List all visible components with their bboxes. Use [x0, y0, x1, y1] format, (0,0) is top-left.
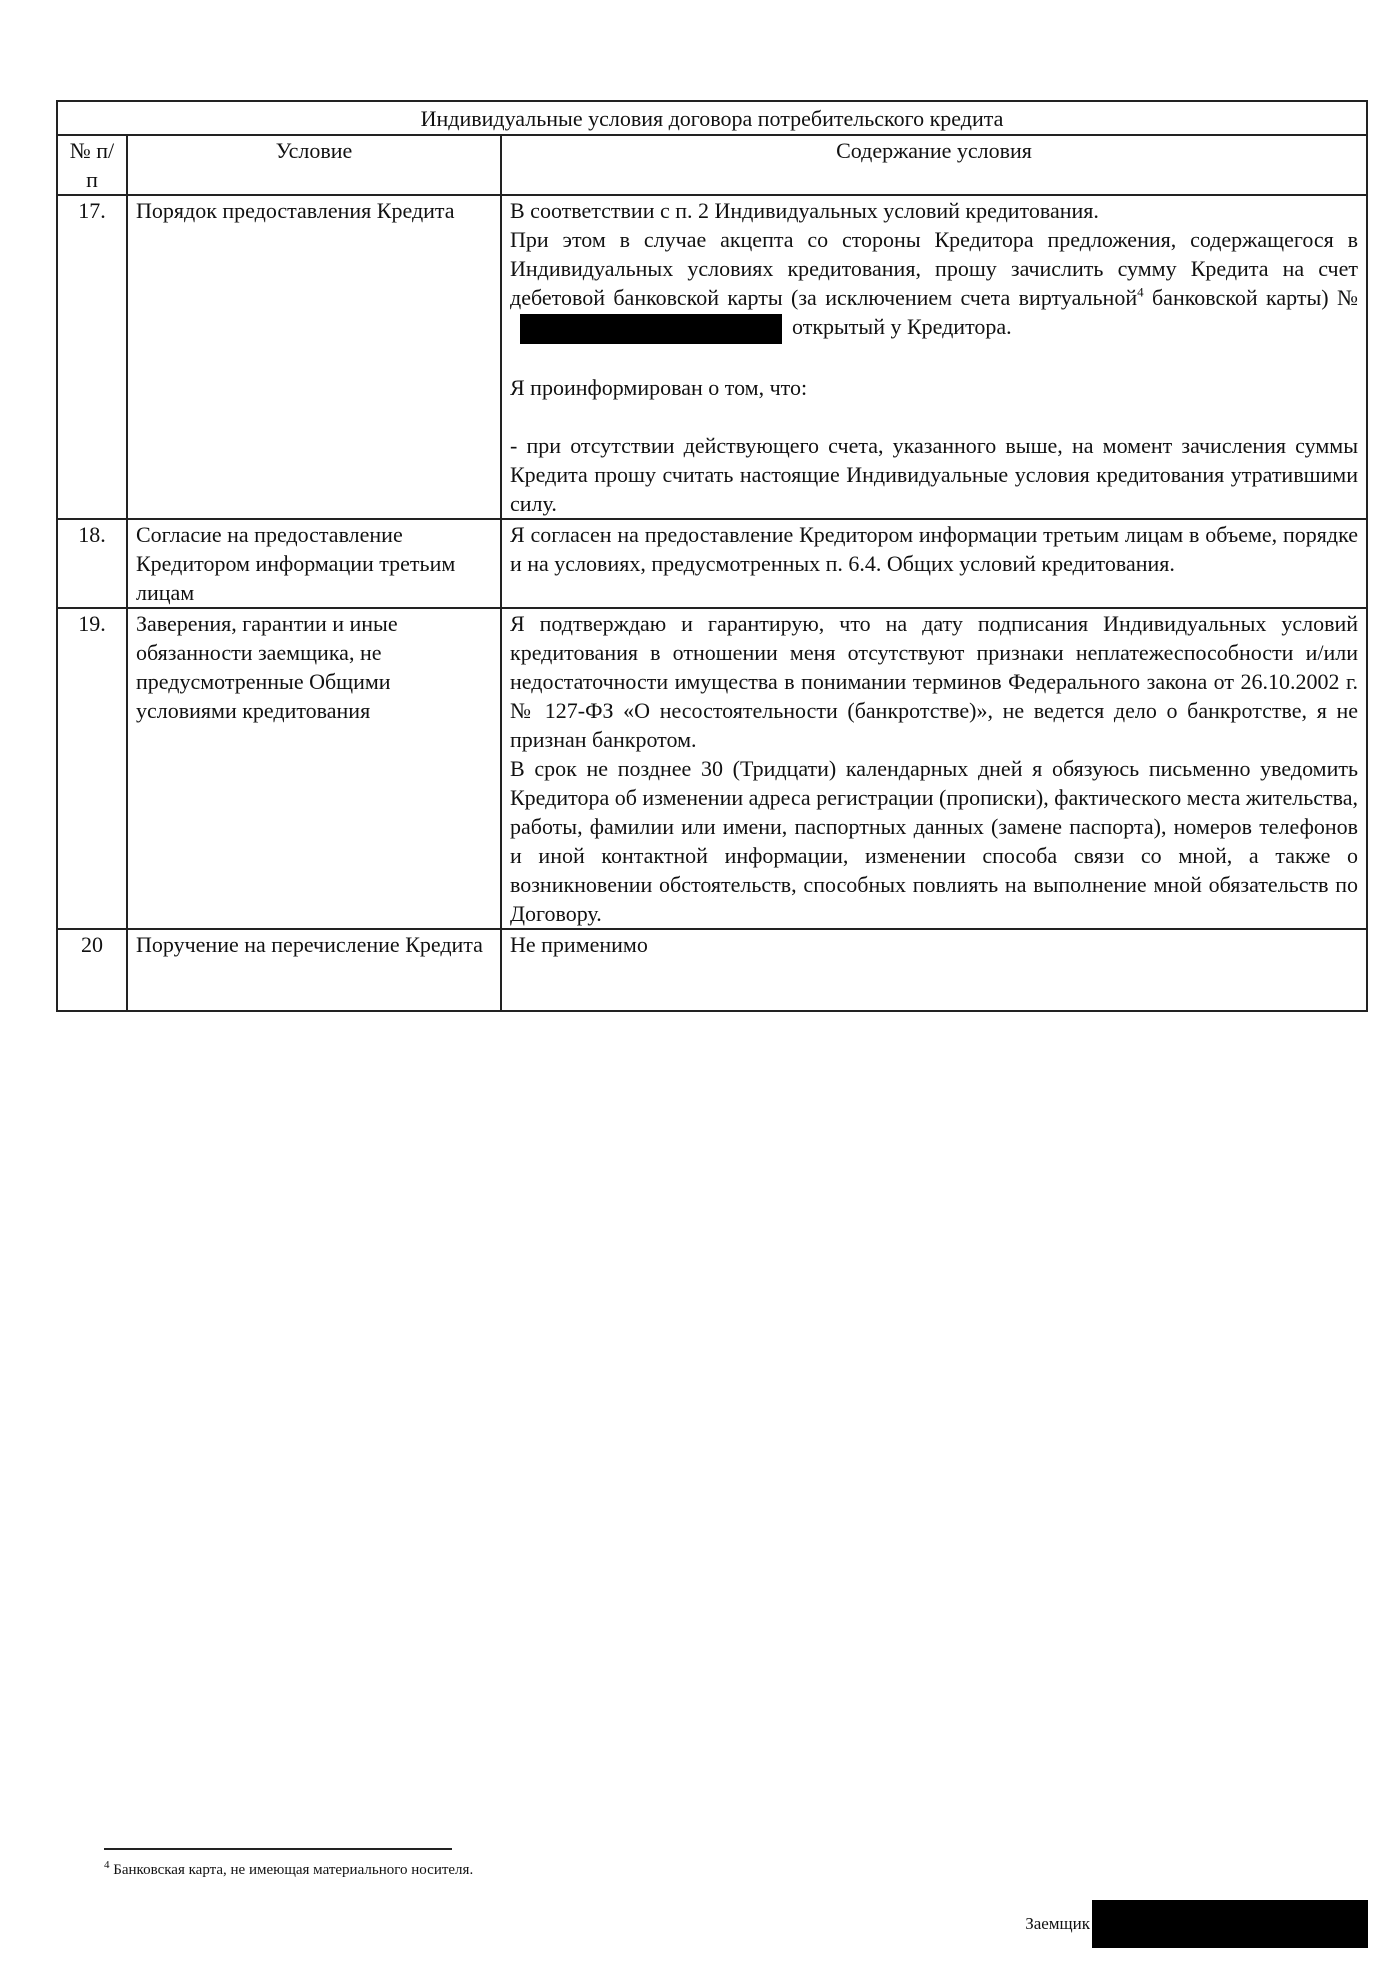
content-text: При этом в случае акцепта со стороны Кредитора предложения, содержащегося в Индивидуальных условиях кредитования, прошу зачислить сумму Кредита на счет дебетовой банковской карты (за исключением счета виртуальной [510, 227, 1358, 310]
row-num: 19. [57, 608, 127, 929]
header-condition: Условие [127, 135, 501, 195]
redacted-signature [1092, 1900, 1368, 1948]
content-paragraph: В соответствии с п. 2 Индивидуальных условий кредитования. [510, 198, 1099, 223]
content-text: банковской карты) № [1143, 285, 1358, 310]
content-paragraph: Я проинформирован о том, что: [510, 374, 808, 400]
table-row [57, 519, 1367, 608]
content-paragraph [510, 225, 1358, 344]
table-caption-row [57, 101, 1367, 135]
table-row [57, 929, 1367, 1011]
content-text: открытый у Кредитора. [792, 314, 1012, 339]
row-condition: Поручение на перечисление Кредита [127, 929, 501, 1011]
row-content [501, 929, 1367, 1011]
header-num: № п/п [57, 135, 127, 195]
content-paragraph: - при отсутствии действующего счета, указанного выше, на момент зачисления суммы Кредита прошу считать настоящие Индивидуальные условия кредитования утратившими силу. [510, 432, 1358, 516]
row-num: 18. [57, 519, 127, 608]
row-condition: Согласие на предоставление Кредитором информации третьим лицам [127, 519, 501, 608]
footnote [104, 1859, 474, 1879]
row-condition: Порядок предоставления Кредита [127, 195, 501, 519]
row-content [501, 519, 1367, 608]
content-paragraph: Я подтверждаю и гарантирую, что на дату подписания Индивидуальных условий кредитования в отношении меня отсутствуют признаки неплатежеспособности и/или недостаточности имущества в понимании терминов Федерального закона от 26.10.2002 г. № 127-ФЗ «О несостоятельности (банкротстве)», не ведется дело о банкротстве, я не признан банкротом. [510, 610, 1358, 752]
row-content [501, 608, 1367, 929]
row-condition: Заверения, гарантии и иные обязанности заемщика, не предусмотренные Общими условиями кредитования [127, 608, 501, 929]
row-num: 17. [57, 195, 127, 519]
header-content: Содержание условия [501, 135, 1367, 195]
footnote-divider [104, 1848, 452, 1850]
borrower-label: Заемщик [1025, 1914, 1090, 1933]
row-content [501, 195, 1367, 519]
footnote-mark: 4 [104, 1859, 110, 1871]
conditions-table [56, 100, 1368, 1012]
footnote-ref: 4 [1137, 284, 1144, 300]
redacted-card-number [520, 314, 782, 344]
table-header-row [57, 135, 1367, 195]
table-caption: Индивидуальные условия договора потребительского кредита [57, 101, 1367, 135]
footnote-text: Банковская карта, не имеющая материального носителя. [113, 1862, 474, 1878]
table-row [57, 608, 1367, 929]
table-row [57, 195, 1367, 519]
content-paragraph: В срок не позднее 30 (Тридцати) календарных дней я обязуюсь письменно уведомить Кредитора об изменении адреса регистрации (прописки), фактического места жительства, работы, фамилии или имени, паспортных данных (замене паспорта), номеров телефонов и иной контактной информации, изменении способа связи со мной, а также о возникновении обстоятельств, способных повлиять на выполнение мной обязательств по Договору. [510, 755, 1358, 926]
content-paragraph: Не применимо [510, 931, 648, 957]
borrower-signature [1025, 1900, 1368, 1948]
content-paragraph: Я согласен на предоставление Кредитором информации третьим лицам в объеме, порядке и на условиях, предусмотренных п. 6.4. Общих условий кредитования. [510, 521, 1358, 576]
row-num: 20 [57, 929, 127, 1011]
